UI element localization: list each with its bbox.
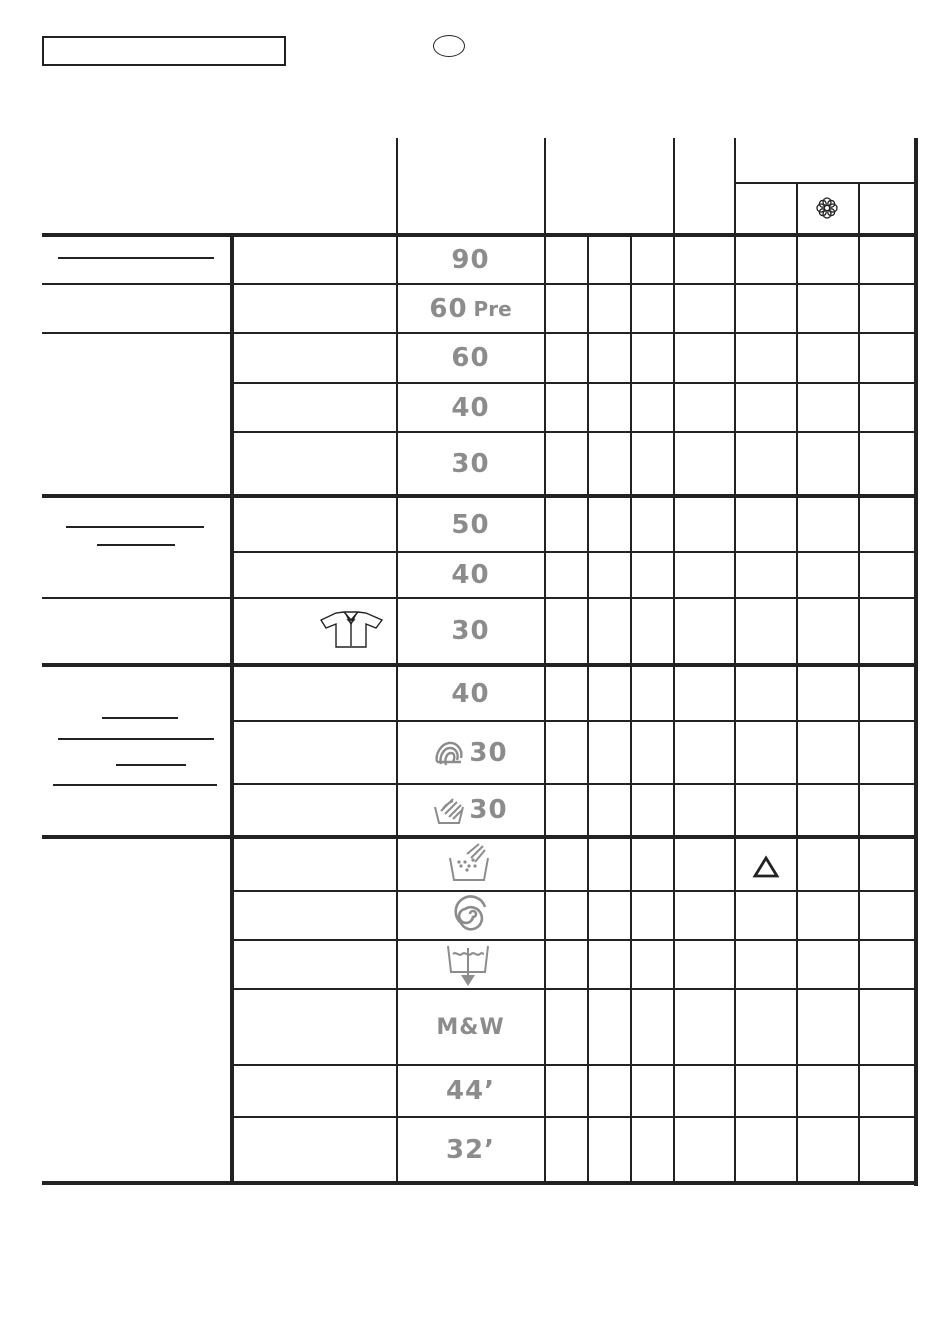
group-label-underline [53,784,217,786]
flower-icon [814,195,840,221]
program-cell-50 [397,498,544,551]
program-label: 40 [451,392,490,423]
handwash-icon [433,795,467,825]
group-label-underline [116,764,186,766]
program-label: 60 [429,293,468,324]
program-cell-40 [397,384,544,431]
program-label: M&W [436,1014,505,1040]
program-label: 30 [469,795,508,825]
row-line [230,382,916,384]
group-label-underline [66,526,204,528]
shirt-icon [320,610,384,650]
program-cell-handwash-30 [397,785,544,835]
program-cell-60 [397,334,544,382]
program-cell-90 [397,237,544,283]
right-border [914,138,918,1186]
row-line [230,1116,916,1118]
row-line [230,988,916,990]
group-label-underline [58,257,214,259]
program-cell-mw [397,990,544,1064]
row-line [230,939,916,941]
wool-icon [433,738,465,768]
row-line [230,1064,916,1066]
program-cell-40c [397,667,544,720]
program-suffix: Pre [473,296,512,321]
program-label: 30 [451,616,490,646]
program-cell-40b [397,553,544,597]
program-label: 60 [451,343,490,373]
col-line [544,138,546,1184]
program-label: 32’ [445,1134,496,1165]
program-cell-44min [397,1066,544,1116]
col-line [734,138,736,1184]
program-cell-30b [397,599,544,663]
row-line [230,783,916,785]
drain-icon [445,942,491,988]
group-divider [230,234,234,1184]
group-label-underline [97,544,175,546]
col-line [630,236,632,1184]
header-subline [734,182,916,184]
program-label: 50 [451,509,490,540]
program-cell-30 [397,433,544,494]
col-line [587,236,589,1184]
program-label: 44’ [445,1076,496,1106]
row-line [230,551,916,553]
bottom-border [42,1181,918,1185]
program-label: 40 [451,678,490,709]
language-badge [433,35,465,57]
program-label: 30 [451,448,490,479]
row-line [230,890,916,892]
row-line [230,431,916,433]
row-line [230,720,916,722]
group-label-underline [102,717,178,719]
program-label: 40 [451,560,490,590]
rinse-icon [447,842,493,884]
label-box [42,36,286,66]
spin-icon [450,894,490,934]
group-label-underline [58,738,214,740]
program-cell-60-pre [397,285,544,332]
col-line [673,138,675,1184]
program-cell-wool-30 [397,722,544,783]
program-label: 90 [451,245,490,275]
group-line [42,835,918,839]
warning-triangle-icon [752,855,780,879]
program-label: 30 [469,737,508,768]
program-cell-32min [397,1118,544,1181]
